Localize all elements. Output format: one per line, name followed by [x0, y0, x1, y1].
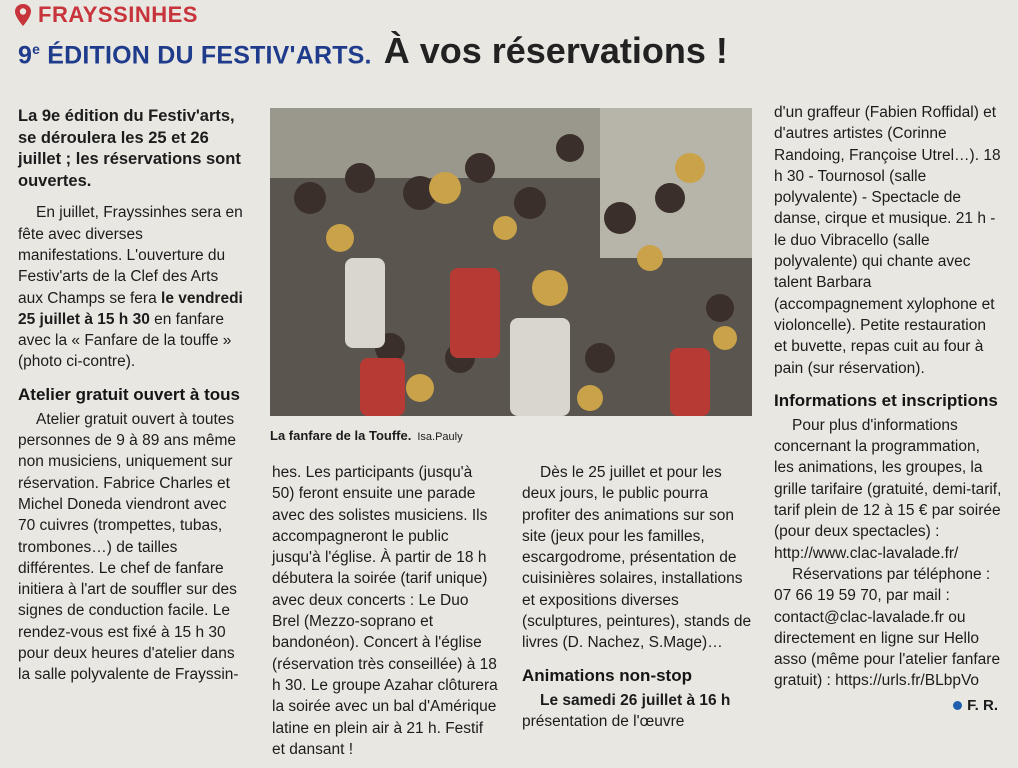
- photo-fanfare: [270, 108, 752, 416]
- paragraph-informations: Pour plus d'informations concernant la programmation, les animations, les groupes, la grille tarifaire (gratuité, demi-tarif, tarif plein de 12 à 15 € par soirée (pour deux spectacles) : http://www.clac-lavalade.fr/: [774, 416, 1002, 562]
- kicker: [14, 0, 198, 30]
- paragraph-samedi: Le samedi 26 juillet à 16 h présentation de l'œuvre: [522, 691, 731, 730]
- paragraph-atelier: Atelier gratuit ouvert à toutes personnes de 9 à 89 ans même non musiciens, uniquement sur réservation. Fabrice Charles et Michel Doneda viendront avec 70 cuivres (trompettes, tubas, trombones…) de tailles différentes. Le chef de fanfare initiera à l'art de souffler sur des signes de conduction facile. Le rendez-vous est fixé à 15 h 30 pour deux heures d'atelier dans la salle polyvalente de Frayssin-: [18, 410, 239, 684]
- headline-prefix: 9e ÉDITION DU FESTIV'ARTS.: [18, 40, 372, 69]
- photo-caption-text: La fanfare de la Touffe.: [270, 428, 412, 443]
- photo-caption: [270, 428, 463, 443]
- paragraph-opening: En juillet, Frayssinhes sera en fête avec diverses manifestations. L'ouverture du Festiv'arts de la Clef des Arts aux Champs se fera le vendredi 25 juillet à 15 h 30 en fanfare avec la « Fanfare de la touffe » (photo ci-contre).: [18, 204, 243, 371]
- paragraph-animations: Dès le 25 juillet et pour les deux jours, le public pourra profiter des animations sur son site (jeux pour les familles, escargodrome, présentation de cuisinières solaires, installations et expositions diverses (sculptures, peintures), stands de livres (D. Nachez, S.Mage)…: [522, 464, 752, 652]
- location-pin-icon: [14, 3, 32, 27]
- column-2: [272, 462, 498, 760]
- author-initials: F. R.: [967, 697, 998, 714]
- headline: [18, 30, 728, 72]
- subheading-informations: Informations et inscriptions: [774, 390, 998, 410]
- column-1: [18, 106, 246, 686]
- paragraph-parade: hes. Les participants (jusqu'à 50) feront ensuite une parade avec des solistes musiciens. Ils accompagneront le public jusqu'à l'église. À partir de 18 h débutera la soirée (tarif unique) avec deux concerts : Le Duo Brel (Mezzo-soprano et bandonéon). Concert à l'église (réservation très conseillée) à 18 h 30. Le groupe Azahar clôturera la soirée avec un bal d'Amérique latine en plein air à 21 h. Festif et dansant !: [272, 464, 498, 758]
- column-3: [522, 462, 752, 732]
- headline-title: À vos réservations !: [383, 30, 728, 71]
- subheading-animations: Animations non-stop: [522, 665, 692, 685]
- paragraph-programme: d'un graffeur (Fabien Roffidal) et d'autres artistes (Corinne Randoing, Françoise Utrel…). 18 h 30 - Tournosol (salle polyvalente) - Spectacle de danse, cirque et musique. 21 h - le duo Vibracello (salle polyvalente) qui chante avec talent Barbara (accompagnement xylophone et violoncelle). Petite restauration et buvette, repas cuit au four à pain (sur réservation).: [774, 104, 1001, 377]
- subheading-atelier: Atelier gratuit ouvert à tous: [18, 384, 240, 404]
- author-signature: [953, 697, 998, 714]
- article-lead: La 9e édition du Festiv'arts, se déroulera les 25 et 26 juillet ; les réservations sont ouvertes.: [18, 107, 241, 190]
- paragraph-reservations: Réservations par téléphone : 07 66 19 59 70, par mail : contact@clac-lavalade.fr ou directement en ligne sur Hello asso (même pour l'atelier fanfare gratuit) : https://urls.fr/BLbpVo: [774, 565, 1001, 690]
- kicker-location: FRAYSSINHES: [38, 2, 198, 27]
- fanfare-photo-image: [270, 108, 752, 416]
- bullet-dot-icon: [953, 701, 962, 710]
- photo-credit: Isa.Pauly: [417, 431, 463, 443]
- column-4: [774, 102, 1002, 692]
